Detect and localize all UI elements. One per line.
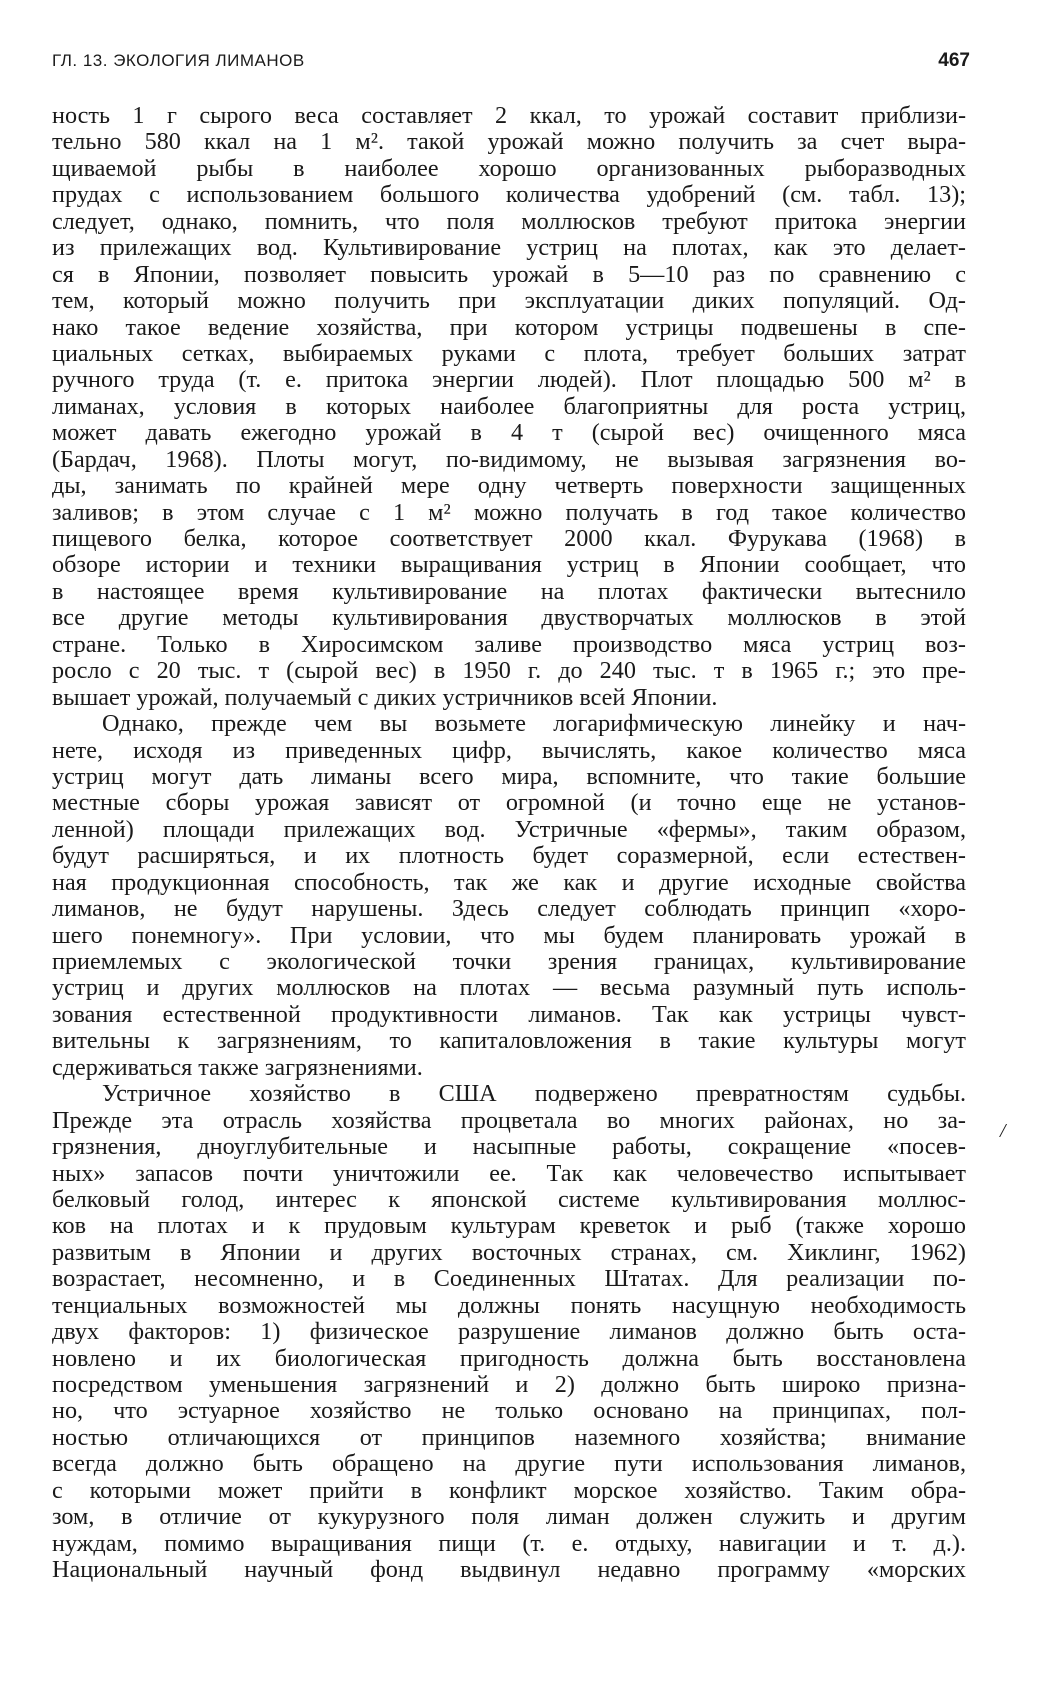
text-line: ностью отличающихся от принципов наземного хозяйства; внимание xyxy=(52,1424,966,1451)
text-line: но, что эстуарное хозяйство не только основано на принципах, пол- xyxy=(52,1398,966,1425)
text-line: ды, занимать по крайней мере одну четверть поверхности защищенных xyxy=(52,473,966,500)
text-line: устриц и других моллюсков на плотах — весьма разумный путь исполь- xyxy=(52,975,966,1002)
text-line: щиваемой рыбы в наиболее хорошо организованных рыборазводных xyxy=(52,155,966,182)
text-line: ная продукционная способность, так же как и другие исходные свойства xyxy=(52,869,966,896)
text-line: новлено и их биологическая пригодность должна быть восстановлена xyxy=(52,1345,966,1372)
text-line: вительны к загрязнениям, то капиталовложения в такие культуры могут xyxy=(52,1028,966,1055)
text-line: белковый голод, интерес к японской системе культивирования моллюс- xyxy=(52,1186,966,1213)
text-line: ков на плотах и к прудовым культурам креветок и рыб (также хорошо xyxy=(52,1213,966,1240)
margin-mark: / xyxy=(1000,1120,1006,1142)
chapter-title: ГЛ. 13. ЭКОЛОГИЯ ЛИМАНОВ xyxy=(52,51,305,70)
text-line: приемлемых с экологической точки зрения границах, культивирование xyxy=(52,949,966,975)
text-line: зования естественной продуктивности лиманов. Так как устрицы чувст- xyxy=(52,1001,966,1028)
text-line: Однако, прежде чем вы возьмете логарифмическую линейку и нач- xyxy=(102,711,966,738)
text-line: Устричное хозяйство в США подвержено превратностям судьбы. xyxy=(102,1081,966,1108)
text-line: Национальный научный фонд выдвинул недавно программу «морских xyxy=(52,1557,966,1584)
text-line: вышает урожай, получаемый с диких устричников всей Японии. xyxy=(52,684,718,711)
text-line: пищевого белка, которое соответствует 2000 ккал. Фурукава (1968) в xyxy=(52,526,966,552)
text-line: тенциальных возможностей мы должны понять насущную необходимость xyxy=(52,1292,966,1319)
text-line: может давать ежегодно урожай в 4 т (сырой вес) очищенного мяса xyxy=(52,420,966,447)
text-line: в настоящее время культивирование на плотах фактически вытеснило xyxy=(52,578,966,605)
text-line: нете, исходя из приведенных цифр, вычислять, какое количество мяса xyxy=(52,737,966,764)
text-line: Прежде эта отрасль хозяйства процветала во многих районах, но за- xyxy=(52,1107,966,1134)
text-line: прудах с использованием большого количества удобрений (см. табл. 13); xyxy=(52,182,966,209)
text-line: местные сборы урожая зависят от огромной (и точно еще не установ- xyxy=(52,790,966,817)
text-line: ленной) площади прилежащих вод. Устричные «фермы», таким образом, xyxy=(52,816,966,843)
text-line: обзоре истории и техники выращивания устриц в Японии сообщает, что xyxy=(52,552,966,579)
text-line: сдерживаться также загрязнениями. xyxy=(52,1054,423,1081)
text-line: циальных сетках, выбираемых руками с плота, требует больших затрат xyxy=(52,340,966,367)
text-line: нуждам, помимо выращивания пищи (т. е. отдыху, навигации и т. д.). xyxy=(52,1530,966,1557)
text-line: устриц могут дать лиманы всего мира, вспомните, что такие большие xyxy=(52,763,966,790)
text-line: грязнения, дноуглубительные и насыпные работы, сокращение «посев- xyxy=(52,1134,966,1161)
text-line: ручного труда (т. е. притока энергии людей). Плот площадью 500 м² в xyxy=(52,367,966,394)
text-line: из прилежащих вод. Культивирование устриц на плотах, как это делает- xyxy=(52,235,966,262)
text-line: двух факторов: 1) физическое разрушение лиманов должно быть оста- xyxy=(52,1319,966,1346)
body-text xyxy=(52,103,966,1584)
text-line: тельно 580 ккал на 1 м². такой урожай можно получить за счет выра- xyxy=(52,129,966,156)
text-line: возрастает, несомненно, и в Соединенных Штатах. Для реализации по- xyxy=(52,1266,966,1293)
text-line: все другие методы культивирования двустворчатых моллюсков в этой xyxy=(52,605,966,632)
text-line: зом, в отличие от кукурузного поля лиман должен служить и другим xyxy=(52,1504,966,1531)
text-line: (Бардач, 1968). Плоты могут, по-видимому, не вызывая загрязнения во- xyxy=(52,446,966,473)
text-line: с которыми может прийти в конфликт морское хозяйство. Таким обра- xyxy=(52,1477,966,1504)
text-line: стране. Только в Хиросимском заливе производство мяса устриц воз- xyxy=(52,631,966,658)
text-line: заливов; в этом случае с 1 м² можно получать в год такое количество xyxy=(52,499,966,526)
text-line: ся в Японии, позволяет повысить урожай в 5—10 раз по сравнению с xyxy=(52,261,966,288)
text-line: лиманах, условия в которых наиболее благоприятны для роста устриц, xyxy=(52,393,966,420)
text-line: ность 1 г сырого веса составляет 2 ккал, то урожай составит приблизи- xyxy=(52,103,966,129)
text-line: будут расширяться, и их плотность будет соразмерной, если естествен- xyxy=(52,843,966,870)
text-line: нако такое ведение хозяйства, при котором устрицы подвешены в спе- xyxy=(52,314,966,341)
text-line: лиманов, не будут нарушены. Здесь следует соблюдать принцип «хоро- xyxy=(52,896,966,923)
text-line: шего понемногу». При условии, что мы будем планировать урожай в xyxy=(52,922,966,949)
page-number: 467 xyxy=(938,50,970,71)
text-line: всегда должно быть обращено на другие пути использования лиманов, xyxy=(52,1451,966,1478)
text-line: ных» запасов почти уничтожили ее. Так как человечество испытывает xyxy=(52,1160,966,1187)
text-line: посредством уменьшения загрязнений и 2) должно быть широко призна- xyxy=(52,1372,966,1398)
text-line: росло с 20 тыс. т (сырой вес) в 1950 г. до 240 тыс. т в 1965 г.; это пре- xyxy=(52,658,966,685)
text-line: тем, который можно получить при эксплуатации диких популяций. Од- xyxy=(52,288,966,315)
running-head xyxy=(52,50,970,80)
text-line: развитым в Японии и других восточных странах, см. Хиклинг, 1962) xyxy=(52,1239,966,1266)
text-line: следует, однако, помнить, что поля моллюсков требуют притока энергии xyxy=(52,208,966,235)
